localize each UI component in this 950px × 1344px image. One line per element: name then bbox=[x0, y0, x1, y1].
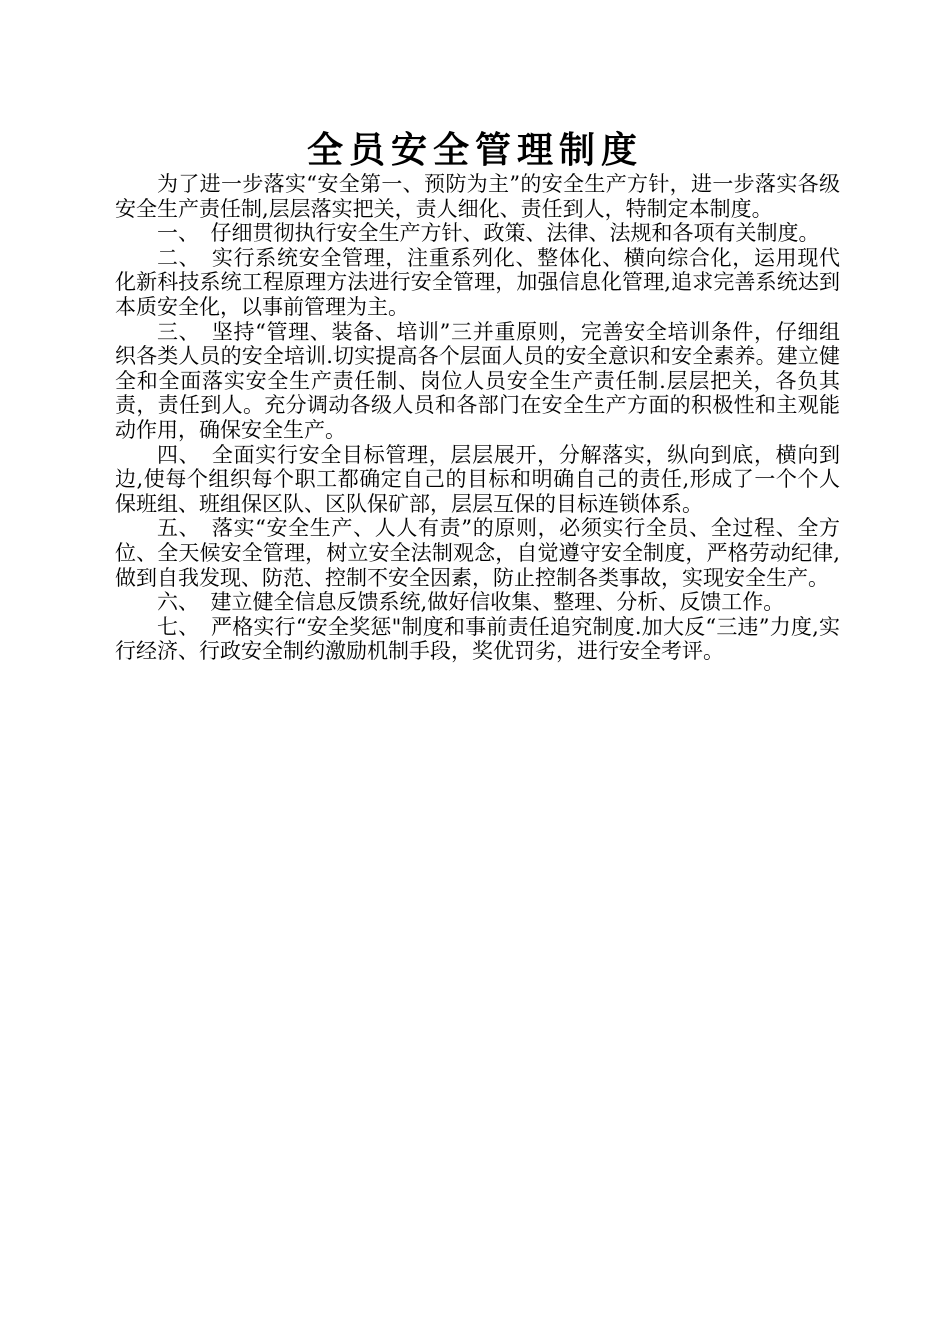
item-text: 建立健全信息反馈系统,做好信收集、整理、分析、反馈工作。 bbox=[210, 590, 785, 615]
item-text: 实行系统安全管理，注重系列化、整体化、横向综合化，运用现代化新科技系统工程原理方法进行安全管理，加强信息化管理,追求完善系统达到本质安全化，以事前管理为主。 bbox=[115, 245, 841, 319]
item-paragraph-5 bbox=[115, 516, 840, 590]
item-number: 七、 bbox=[157, 614, 200, 639]
item-paragraph-1 bbox=[115, 221, 840, 246]
item-number: 二、 bbox=[157, 245, 201, 270]
intro-paragraph: 为了进一步落实“安全第一、预防为主”的安全生产方针，进一步落实各级安全生产责任制,层层落实把关，责人细化、责任到人，特制定本制度。 bbox=[115, 172, 840, 221]
item-number: 四、 bbox=[157, 442, 201, 467]
item-paragraph-7 bbox=[115, 615, 840, 664]
item-number: 一、 bbox=[157, 221, 199, 246]
document-title: 全员安全管理制度 bbox=[306, 129, 643, 171]
item-paragraph-6 bbox=[115, 590, 840, 615]
item-number: 三、 bbox=[157, 319, 201, 344]
item-text: 坚持“管理、装备、培训”三并重原则，完善安全培训条件，仔细组织各类人员的安全培训.切实提高各个层面人员的安全意识和安全素养。建立健全和全面落实安全生产责任制、岗位人员安全生产责任制.层层把关，各负其责，责任到人。充分调动各级人员和各部门在安全生产方面的积极性和主观能动作用，确保安全生产。 bbox=[115, 319, 840, 442]
document-body bbox=[115, 172, 840, 664]
item-text: 严格实行“安全奖惩"制度和事前责任追究制度.加大反“三违”力度,实行经济、行政安全制约激励机制手段，奖优罚劣，进行安全考评。 bbox=[115, 614, 841, 664]
item-number: 六、 bbox=[157, 590, 199, 615]
item-number: 五、 bbox=[157, 516, 201, 541]
item-text: 全面实行安全目标管理，层层展开，分解落实，纵向到底，横向到边,使每个组织每个职工都确定自己的目标和明确自己的责任,形成了一个个人保班组、班组保区队、区队保矿部，层层互保的目标连锁体系。 bbox=[115, 442, 841, 516]
item-paragraph-3 bbox=[115, 320, 840, 443]
item-text: 落实“安全生产、人人有责”的原则，必须实行全员、全过程、全方位、全天候安全管理，树立安全法制观念，自觉遵守安全制度，严格劳动纪律,做到自我发现、防范、控制不安全因素，防止控制各类事故，实现安全生产。 bbox=[115, 516, 840, 590]
item-paragraph-4 bbox=[115, 443, 840, 517]
item-paragraph-2 bbox=[115, 246, 840, 320]
item-text: 仔细贯彻执行安全生产方针、政策、法律、法规和各项有关制度。 bbox=[210, 221, 820, 246]
